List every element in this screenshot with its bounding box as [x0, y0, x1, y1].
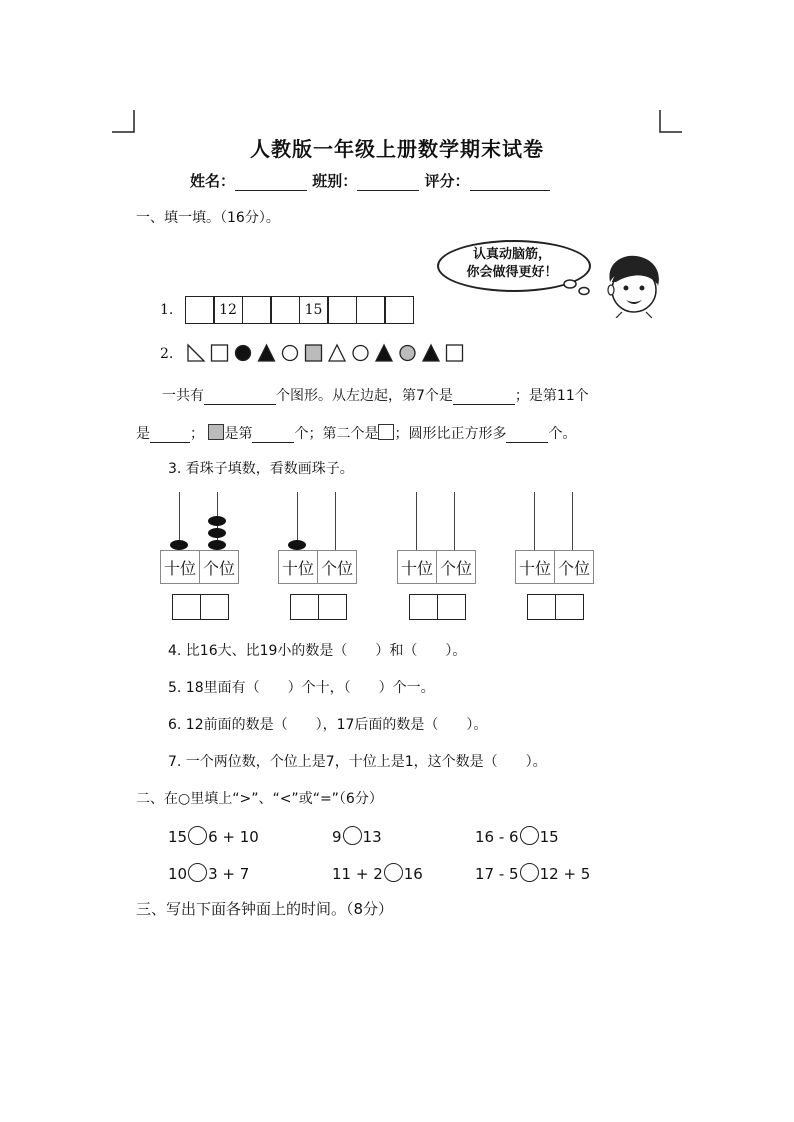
black-triangle-icon [423, 345, 439, 361]
q2-line2-e: ；圆形比正方形多 [394, 426, 507, 442]
right-triangle-icon [188, 345, 204, 361]
q6-text: 6. 12前面的数是（ ），17后面的数是（ ）。 [168, 717, 488, 733]
comparison-item [168, 826, 259, 846]
comparison-right: 13 [362, 828, 382, 846]
comparison-right: 3 + 7 [208, 865, 250, 883]
number-cell[interactable] [384, 296, 414, 324]
bubble-line2: 你会做得更好！ [466, 265, 558, 280]
answer-circle[interactable] [520, 863, 539, 882]
comparison-item [475, 826, 559, 846]
gray-square-icon [208, 424, 224, 440]
place-value-table [515, 550, 594, 584]
page-title: 人教版一年级上册数学期末试卷 [250, 137, 544, 161]
number-cell[interactable] [185, 296, 215, 324]
number-cell[interactable] [327, 296, 357, 324]
score-label: 评分： [424, 172, 470, 190]
circle-icon [353, 346, 368, 361]
tens-label: 十位 [518, 558, 551, 578]
comparison-left: 15 [168, 828, 188, 846]
q2-line1 [162, 385, 589, 405]
bead [208, 540, 226, 550]
q3-text: 3. 看珠子填数，看数画珠子。 [168, 461, 354, 477]
number-cell: 12 [213, 296, 243, 324]
comparison-item [475, 863, 590, 883]
gray-circle-icon [400, 346, 415, 361]
bubble-text [452, 246, 572, 282]
q2-number: 2. [160, 346, 174, 362]
comparison-left: 10 [168, 865, 188, 883]
q7-text: 7. 一个两位数，个位上是7，十位上是1，这个数是（ ）。 [168, 754, 547, 770]
bead [288, 540, 306, 550]
q2-line1-c: ；是第11个 [514, 388, 589, 404]
q2-line2-b: ； [190, 426, 204, 442]
answer-box[interactable] [527, 594, 556, 620]
gray-square-icon [306, 345, 322, 361]
number-cell: 15 [299, 296, 329, 324]
comparison-left: 16 - 6 [475, 828, 519, 846]
circle-icon [283, 346, 298, 361]
answer-circle[interactable] [384, 863, 403, 882]
bead [208, 516, 226, 526]
answer-box[interactable] [319, 594, 347, 620]
name-label: 姓名： [190, 172, 236, 190]
answer-circle[interactable] [343, 826, 362, 845]
answer-circle[interactable] [188, 826, 207, 845]
boy-icon [602, 252, 664, 318]
number-sequence-row [186, 296, 414, 324]
answer-box[interactable] [201, 594, 229, 620]
q2-blank-2[interactable] [453, 390, 515, 405]
ones-label: 个位 [436, 551, 475, 583]
q2-line2 [136, 423, 576, 443]
comparison-right: 16 [403, 865, 423, 883]
comparison-item [332, 863, 423, 883]
bead [170, 540, 188, 550]
square-icon [212, 345, 228, 361]
ones-label: 个位 [554, 551, 593, 583]
place-value-table [160, 550, 239, 584]
ones-label: 个位 [199, 551, 238, 583]
square-icon [378, 424, 394, 440]
tens-rod [416, 492, 417, 550]
black-circle-icon [236, 346, 251, 361]
section3-heading: 三、写出下面各钟面上的时间。（8分） [136, 900, 394, 918]
place-value-table [397, 550, 476, 584]
square-icon [447, 345, 463, 361]
q2-line2-f: 个。 [548, 426, 577, 442]
q2-blank-4[interactable] [252, 428, 294, 443]
ones-rod [335, 492, 336, 550]
black-triangle-icon [259, 345, 275, 361]
number-cell[interactable] [356, 296, 386, 324]
comparison-left: 11 + 2 [332, 865, 383, 883]
tens-label: 十位 [400, 558, 433, 578]
bubble-line1: 认真动脑筋， [472, 247, 551, 262]
tens-rod [534, 492, 535, 550]
tens-label: 十位 [281, 558, 314, 578]
answer-box[interactable] [556, 594, 584, 620]
number-cell[interactable] [270, 296, 300, 324]
comparison-right: 6 + 10 [208, 828, 259, 846]
answer-box[interactable] [172, 594, 201, 620]
answer-box[interactable] [290, 594, 319, 620]
tens-label: 十位 [163, 558, 196, 578]
triangle-icon [329, 345, 345, 361]
q5-text: 5. 18里面有（ ）个十，（ ）个一。 [168, 680, 435, 696]
comparison-item [332, 826, 382, 846]
q2-line1-a: 一共有 [162, 388, 204, 404]
answer-boxes [290, 594, 347, 620]
comparison-right: 15 [539, 828, 559, 846]
crop-mark-top-left [112, 110, 138, 134]
black-triangle-icon [376, 345, 392, 361]
answer-box[interactable] [438, 594, 466, 620]
answer-box[interactable] [409, 594, 438, 620]
crop-mark-top-right [658, 110, 684, 134]
bead [208, 528, 226, 538]
shape-sequence [186, 343, 472, 367]
student-info [190, 170, 550, 191]
q2-blank-3[interactable] [150, 428, 190, 443]
answer-boxes [527, 594, 584, 620]
q2-line2-a: 是 [136, 426, 150, 442]
ones-rod [454, 492, 455, 550]
comparison-item [168, 863, 249, 883]
ones-rod [572, 492, 573, 550]
class-field[interactable] [357, 176, 419, 191]
q2-blank-1[interactable] [204, 390, 276, 405]
comparison-left: 9 [332, 828, 342, 846]
answer-circle[interactable] [188, 863, 207, 882]
answer-boxes [409, 594, 466, 620]
class-label: 班别： [312, 172, 358, 190]
number-cell[interactable] [242, 296, 272, 324]
q2-line2-d: 个；第二个是 [294, 426, 379, 442]
section2-heading: 二、在○里填上“>”、“<”或“=”（6分） [136, 791, 383, 807]
ones-label: 个位 [317, 551, 356, 583]
q2-line1-b: 个图形。从左边起，第7个是 [276, 388, 453, 404]
comparison-right: 12 + 5 [539, 865, 591, 883]
q2-blank-5[interactable] [506, 428, 548, 443]
name-field[interactable] [235, 176, 307, 191]
place-value-table [278, 550, 357, 584]
answer-boxes [172, 594, 229, 620]
score-field[interactable] [470, 176, 550, 191]
q1-number: 1. [160, 302, 174, 318]
q4-text: 4. 比16大、比19小的数是（ ）和（ ）。 [168, 643, 467, 659]
q2-line2-c: 是第 [224, 426, 253, 442]
comparison-left: 17 - 5 [475, 865, 519, 883]
answer-circle[interactable] [520, 826, 539, 845]
section1-heading: 一、填一填。（16分）。 [136, 210, 280, 226]
